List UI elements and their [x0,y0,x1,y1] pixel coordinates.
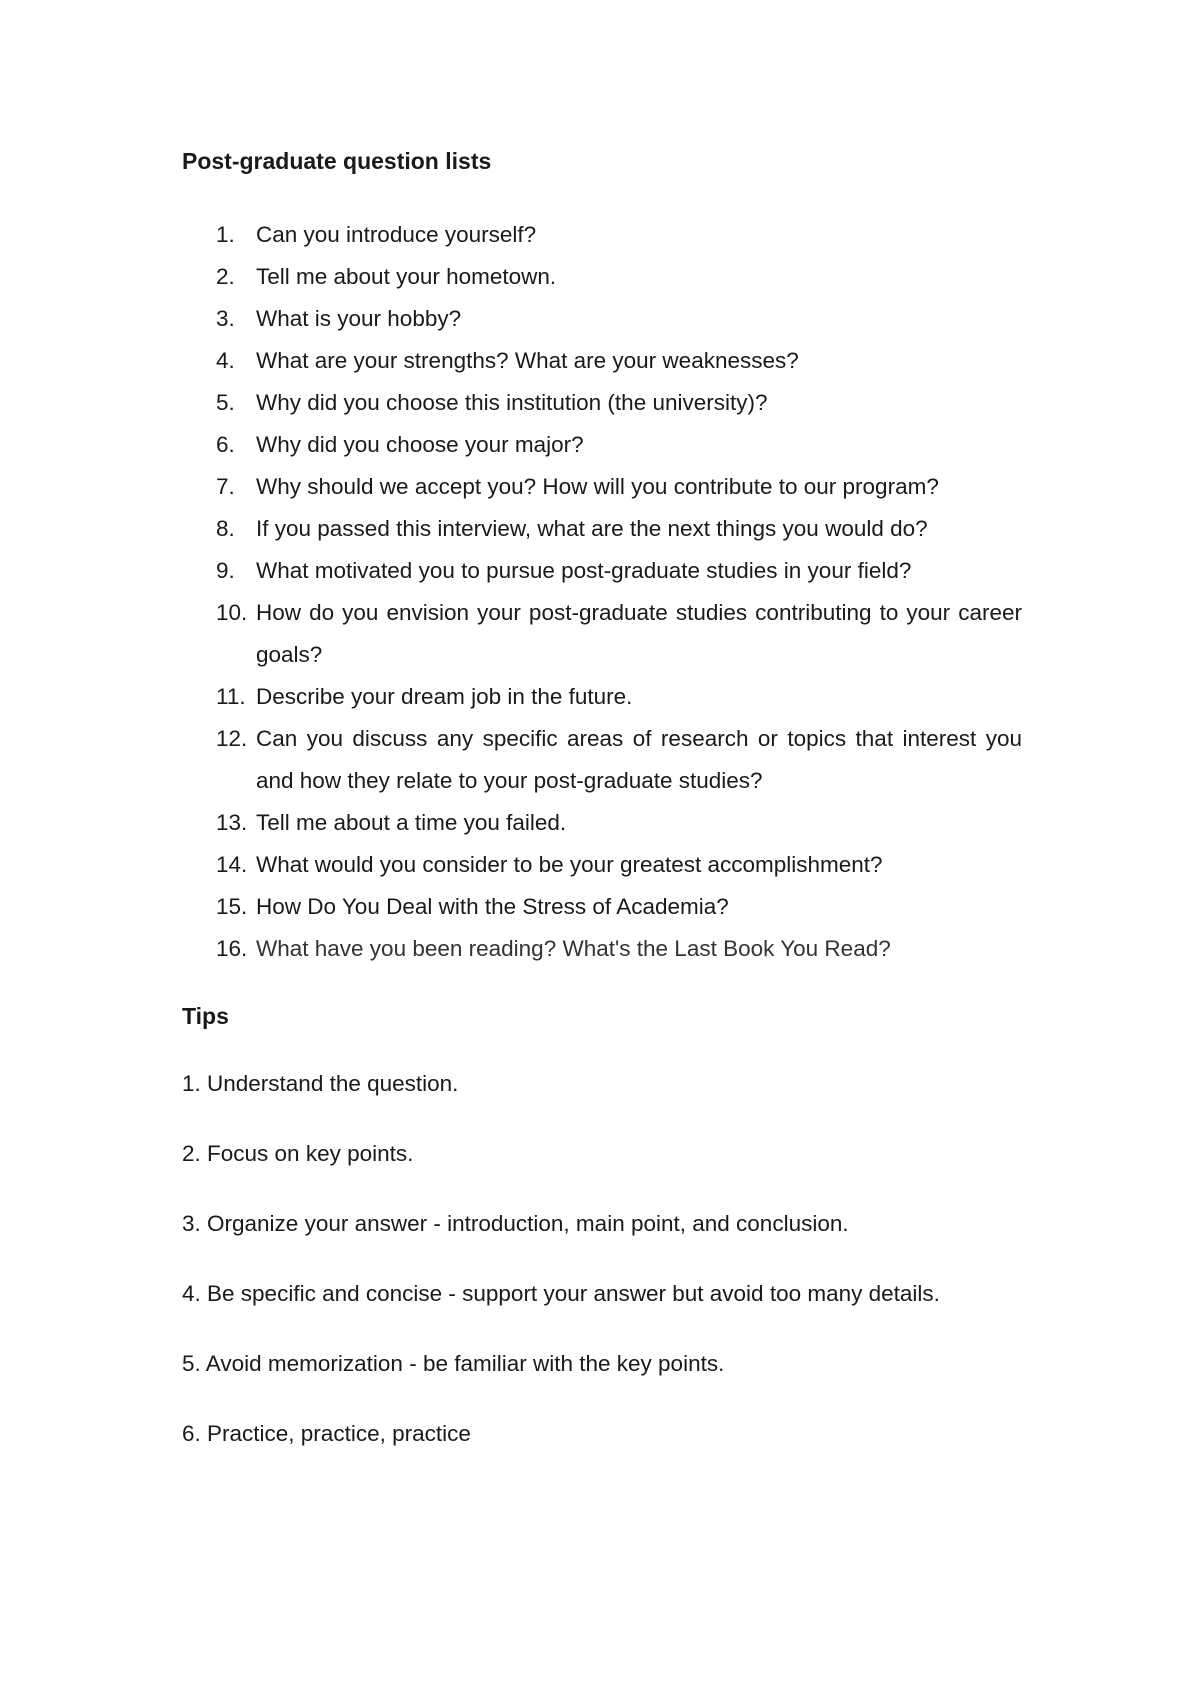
question-number: 3. [216,306,235,331]
question-number: 5. [216,390,235,415]
question-text: What are your strengths? What are your weaknesses? [256,348,799,373]
question-item [216,214,1022,256]
question-number: 1. [216,222,235,247]
question-text: If you passed this interview, what are the next things you would do? [256,516,928,541]
question-number: 8. [216,516,235,541]
question-text: Tell me about your hometown. [256,264,557,289]
question-number: 14. [216,852,248,877]
tip-item: 1. Understand the question. [182,1071,459,1096]
question-item [216,676,1022,718]
question-item [216,256,1022,298]
question-text: Why did you choose this institution (the university)? [256,390,768,415]
question-item [216,886,1022,928]
question-number: 7. [216,474,235,499]
question-item [216,382,1022,424]
question-text: How do you envision your post-graduate studies contributing to your career goals? [256,600,1022,667]
question-item [216,340,1022,382]
question-number: 16. [216,936,248,961]
tip-item: 5. Avoid memorization - be familiar with the key points. [182,1351,725,1376]
question-text: Tell me about a time you failed. [256,810,567,835]
page-title: Post-graduate question lists [182,148,492,174]
tips-heading: Tips [182,1003,229,1029]
question-item [216,298,1022,340]
question-number: 4. [216,348,235,373]
tip-item: 2. Focus on key points. [182,1141,414,1166]
question-item [216,718,1022,802]
question-item [216,802,1022,844]
question-text: What motivated you to pursue post-graduate studies in your field? [256,558,912,583]
question-item [216,928,1022,970]
question-text: What is your hobby? [256,306,462,331]
tip-item: 3. Organize your answer - introduction, main point, and conclusion. [182,1211,849,1236]
question-text: Can you introduce yourself? [256,222,537,247]
tips-list [182,1069,1062,1489]
question-text: What have you been reading? What's the Last Book You Read? [256,936,891,961]
question-item [216,550,1022,592]
question-text: What would you consider to be your greatest accomplishment? [256,852,883,877]
question-text: Can you discuss any specific areas of research or topics that interest you and how they relate to your post-graduate studies? [256,726,1022,793]
question-list [216,214,1022,970]
question-text: How Do You Deal with the Stress of Academia? [256,894,729,919]
question-number: 2. [216,264,235,289]
question-item [216,424,1022,466]
question-number: 11. [216,684,246,709]
question-item [216,508,1022,550]
question-item [216,466,1022,508]
question-text: Describe your dream job in the future. [256,684,633,709]
question-text: Why did you choose your major? [256,432,584,457]
question-number: 6. [216,432,235,457]
question-number: 10. [216,600,248,625]
question-text: Why should we accept you? How will you contribute to our program? [256,474,939,499]
question-item [216,844,1022,886]
question-number: 15. [216,894,248,919]
question-number: 12. [216,726,248,751]
tip-item: 6. Practice, practice, practice [182,1421,471,1446]
question-number: 9. [216,558,235,583]
question-item [216,592,1022,676]
tip-item: 4. Be specific and concise - support your answer but avoid too many details. [182,1281,940,1306]
question-number: 13. [216,810,248,835]
